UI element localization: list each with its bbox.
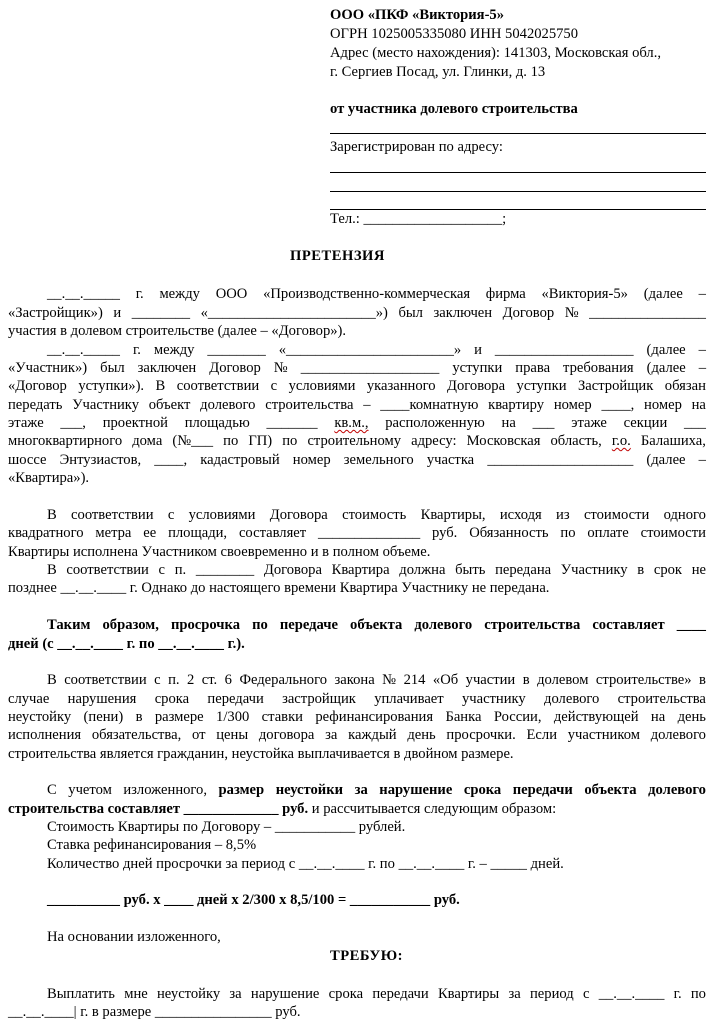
word: был: [100, 360, 125, 376]
word: быть: [455, 562, 486, 578]
word: ________: [207, 342, 266, 358]
word: от: [192, 727, 206, 743]
calc-formula: __________ руб. х ____ дней х 2/300 х 8,5/100 = ___________ руб.: [47, 892, 460, 908]
word: долевого: [544, 691, 600, 707]
word: метра: [95, 525, 132, 541]
word: __.__.____: [598, 986, 665, 1002]
p1-line-2: [8, 304, 706, 322]
word: ставки: [261, 709, 303, 725]
word: объекта: [350, 617, 403, 633]
word: г.: [673, 986, 682, 1002]
word: день: [407, 727, 436, 743]
word: уступки: [516, 378, 567, 394]
word: Участнику: [72, 397, 139, 413]
word: заключен: [137, 360, 197, 376]
p4-line-1: [47, 561, 706, 579]
word: долевого: [650, 727, 706, 743]
word: нарушение: [379, 782, 453, 798]
word: закона: [334, 672, 375, 688]
word: строительства: [265, 397, 354, 413]
word: был: [398, 305, 423, 321]
sender-phone: Тел.: ___________________;: [330, 211, 507, 227]
word: строительства: [617, 691, 706, 707]
word: «Виктория-5»: [541, 286, 628, 302]
word: за: [325, 727, 338, 743]
word: размере: [154, 709, 204, 725]
word: участии: [465, 672, 516, 688]
p2-line-3: [8, 377, 706, 395]
word: срока: [463, 782, 502, 798]
word: долевого: [648, 782, 706, 798]
word: Квартиры,: [420, 507, 486, 523]
word: «_______________________»: [278, 342, 462, 358]
word: стоимость: [342, 507, 407, 523]
word: п.: [168, 672, 180, 688]
word: соответствии: [64, 672, 147, 688]
word: __.__._____: [47, 286, 120, 302]
word: «_______________________»): [200, 305, 388, 321]
calc-rate: Ставка рефинансирования – 8,5%: [47, 837, 257, 853]
word: этаже: [571, 415, 607, 431]
p7-line-2: [8, 800, 556, 818]
word: В: [155, 378, 166, 394]
word: в: [699, 672, 706, 688]
word: (пени): [83, 709, 124, 725]
word: фирма: [485, 286, 526, 302]
word: день: [677, 709, 706, 725]
word: условиями: [188, 507, 256, 523]
word: В: [47, 672, 57, 688]
word: ____: [676, 617, 706, 633]
sender-address-line-1: [330, 172, 706, 173]
word: номер: [292, 452, 331, 468]
word: права: [515, 360, 551, 376]
word: договора: [258, 727, 315, 743]
sender-name-line: [330, 133, 706, 134]
word: Участнику: [560, 562, 628, 578]
p4-line-2: позднее __.__.____ г. Однако до настоящего времени Квартира Участнику не передана.: [8, 580, 550, 596]
word: заключен: [433, 305, 493, 321]
word: ________: [131, 305, 191, 321]
word: «Об: [432, 672, 459, 688]
word: строительстве»: [595, 672, 692, 688]
word: передачи: [512, 782, 573, 798]
word: Федерального: [239, 672, 328, 688]
word: исходя: [499, 507, 542, 523]
word: просрочки.: [446, 727, 516, 743]
word: кадастровый: [200, 452, 280, 468]
recipient-address-line-1: Адрес (место нахождения): 141303, Московская обл.,: [330, 45, 662, 61]
word: область,: [550, 433, 602, 449]
word: требования: [563, 360, 634, 376]
word: с: [158, 562, 166, 578]
word: ____,: [601, 397, 635, 413]
word: нарушения: [67, 691, 137, 707]
word: №: [273, 360, 288, 376]
p6-line-2: [8, 690, 706, 708]
word: по: [560, 525, 576, 541]
p6-line-5: строительства является гражданин, неустойка выплачивается в двойном размере.: [8, 746, 514, 762]
word: между: [153, 342, 195, 358]
word: ___________________: [300, 360, 440, 376]
word: этаже: [8, 415, 44, 431]
p6-line-1: [47, 671, 706, 689]
word: Энтузиастов,: [59, 452, 142, 468]
word: условиями: [288, 378, 356, 394]
word: «Участник»): [8, 360, 88, 376]
word: образом,: [102, 617, 159, 633]
word: –: [363, 397, 371, 413]
word: между: [159, 286, 200, 302]
word: 6: [224, 672, 232, 688]
word: Выплатить: [47, 986, 115, 1002]
word: уступки: [452, 360, 503, 376]
word: соответствии: [66, 562, 149, 578]
word: объект: [148, 397, 191, 413]
word: исполнения: [8, 727, 82, 743]
word: Договора: [263, 562, 322, 578]
word: Договор: [209, 360, 261, 376]
word: изложенного,: [123, 782, 208, 798]
p7-line-1: [47, 781, 706, 799]
word: за: [354, 782, 368, 798]
word: должна: [399, 562, 446, 578]
word: 214: [403, 672, 426, 688]
word: Договора: [447, 378, 506, 394]
word: ___: [532, 415, 555, 431]
word: цены: [216, 727, 249, 743]
word: руб.: [432, 525, 458, 541]
word: г.о.: [611, 433, 631, 449]
p5-line-2: дней (с __.__.____ г. по __.__.____ г.).: [8, 636, 245, 652]
word: на: [691, 397, 706, 413]
word: ГП): [248, 433, 273, 449]
p7-line-2-bold: строительства составляет _____________ руб.: [8, 801, 309, 817]
p2-line-5: [8, 414, 706, 432]
word: кв.м.,: [334, 415, 369, 431]
word: ___________________: [494, 342, 634, 358]
word: с: [154, 672, 161, 688]
word: г.: [132, 342, 141, 358]
word: (далее: [643, 286, 683, 302]
word: квартиру: [488, 397, 545, 413]
word: застройщик: [282, 691, 356, 707]
word: обязательства,: [91, 727, 182, 743]
word: соответствии: [176, 378, 260, 394]
p2-line-8: «Квартира»).: [8, 470, 90, 486]
word: ____комнатную: [380, 397, 479, 413]
word: №: [382, 672, 397, 688]
recipient-company: ООО «ПКФ «Виктория-5»: [330, 7, 505, 23]
p2-line-4: [8, 396, 706, 414]
word: соответствии: [71, 507, 154, 523]
word: из: [556, 507, 570, 523]
p2-line-6: [8, 432, 706, 450]
word: Московская: [466, 433, 541, 449]
calc-price: Стоимость Квартиры по Договору – ___________ рублей.: [47, 819, 406, 835]
word: (далее: [646, 360, 686, 376]
word: Банка: [445, 709, 482, 725]
word: в: [522, 672, 530, 688]
p1-line-3: участия в долевом строительстве (далее – «Договор»).: [8, 323, 347, 339]
demand-title: ТРЕБУЮ:: [330, 948, 404, 964]
p3-line-2: [8, 524, 706, 542]
demand-line-2: __.__.____| г. в размере ________________ руб.: [8, 1004, 301, 1020]
word: случае: [8, 691, 50, 707]
p3-line-3: Квартиры исполнена Участником своевременно и в полном объеме.: [8, 544, 431, 560]
word: передаче: [279, 617, 338, 633]
sender-registered-label: Зарегистрирован по адресу:: [330, 139, 503, 155]
word: с: [582, 986, 590, 1002]
word: В: [47, 562, 57, 578]
p7-line-2-rest: и рассчитывается следующим образом:: [308, 801, 557, 817]
word: ________: [195, 562, 255, 578]
word: __.__._____: [47, 342, 120, 358]
p2-line-2: [8, 359, 706, 377]
sender-from-label: от участника долевого строительства: [330, 101, 578, 117]
p5-line-1: [47, 616, 706, 634]
word: просрочка: [170, 617, 241, 633]
calc-days: Количество дней просрочки за период с __.__.____ г. по __.__.____ г. – _____ дней.: [47, 856, 564, 872]
word: передать: [8, 397, 63, 413]
word: по: [690, 986, 706, 1002]
word: Таким: [47, 617, 91, 633]
word: не: [691, 562, 706, 578]
word: долевого: [200, 397, 256, 413]
word: рефинансирования: [315, 709, 434, 725]
word: ________________: [589, 305, 706, 321]
word: и: [474, 342, 482, 358]
word: уступки»).: [78, 378, 145, 394]
word: многоквартирного: [8, 433, 123, 449]
word: неустойку: [8, 709, 72, 725]
word: «Застройщик»): [8, 305, 103, 321]
word: –: [698, 360, 706, 376]
p1-line-1: [47, 285, 706, 303]
word: действующей: [553, 709, 639, 725]
word: Если: [526, 727, 558, 743]
word: Обязанность: [469, 525, 549, 541]
word: на: [650, 709, 666, 725]
word: срок: [653, 562, 683, 578]
word: ______________: [318, 525, 421, 541]
word: ст.: [201, 672, 218, 688]
word: уплачивает: [374, 691, 444, 707]
word: дома: [132, 433, 163, 449]
word: в: [135, 709, 143, 725]
word: адресу:: [411, 433, 457, 449]
word: ___,: [60, 415, 86, 431]
p2-line-7: [8, 451, 706, 469]
word: по: [252, 617, 268, 633]
word: ____________________: [487, 452, 634, 468]
word: площади,: [168, 525, 228, 541]
word: Застройщик: [577, 378, 654, 394]
word: проектной: [102, 415, 168, 431]
word: нарушение: [250, 986, 320, 1002]
word: срока: [154, 691, 190, 707]
recipient-address-line-2: г. Сергиев Посад, ул. Глинки, д. 13: [330, 64, 546, 80]
word: обязан: [664, 378, 706, 394]
word: мне: [124, 986, 148, 1002]
word: по: [223, 433, 239, 449]
word: размер: [218, 782, 265, 798]
word: Квартиры: [437, 986, 500, 1002]
word: –: [698, 342, 706, 358]
p3-line-1: [47, 506, 706, 524]
word: стоимости: [640, 525, 706, 541]
word: Квартира: [331, 562, 390, 578]
recipient-ids: ОГРН 1025005335080 ИНН 5042025750: [330, 26, 579, 42]
sender-address-line-2: [330, 191, 706, 192]
word: строительства: [484, 617, 581, 633]
word: срока: [328, 986, 364, 1002]
word: по: [282, 433, 298, 449]
word: Договора: [269, 507, 328, 523]
p6-line-3: [8, 708, 706, 726]
word: участнику: [461, 691, 526, 707]
word: и: [113, 305, 122, 321]
word: шоссе: [8, 452, 47, 468]
word: С: [47, 782, 57, 798]
word: п.: [174, 562, 187, 578]
word: оплате: [587, 525, 629, 541]
word: ее: [143, 525, 157, 541]
word: –: [698, 452, 706, 468]
word: составляет: [238, 525, 307, 541]
word: г.: [135, 286, 144, 302]
word: период: [530, 986, 574, 1002]
word: 1/300: [216, 709, 250, 725]
word: (№___: [172, 433, 214, 449]
word: ___: [684, 415, 706, 431]
word: России,: [493, 709, 542, 725]
word: долевого: [414, 617, 473, 633]
word: ООО: [215, 286, 248, 302]
word: квадратного: [8, 525, 84, 541]
word: –: [698, 286, 706, 302]
word: за: [508, 986, 521, 1002]
word: указанного: [366, 378, 436, 394]
word: передачи: [372, 986, 429, 1002]
word: составляет: [592, 617, 665, 633]
word: с: [167, 507, 175, 523]
word: одного: [663, 507, 706, 523]
word: «Договор: [8, 378, 67, 394]
demand-line-1: [47, 985, 706, 1003]
word: стоимости: [583, 507, 650, 523]
word: номер: [644, 397, 682, 413]
word: участка: [426, 452, 475, 468]
word: Договор: [502, 305, 555, 321]
word: _______: [266, 415, 318, 431]
word: передана: [495, 562, 552, 578]
word: секции: [623, 415, 668, 431]
word: участником: [567, 727, 640, 743]
word: Балашиха,: [640, 433, 706, 449]
word: земельного: [343, 452, 414, 468]
word: строительному: [307, 433, 402, 449]
word: неустойки: [275, 782, 344, 798]
word: ____,: [154, 452, 188, 468]
word: В: [47, 507, 57, 523]
word: неустойку: [156, 986, 221, 1002]
word: с: [270, 378, 278, 394]
word: расположенную: [385, 415, 485, 431]
word: на: [501, 415, 516, 431]
word: «Производственно-коммерческая: [263, 286, 471, 302]
document-title: ПРЕТЕНЗИЯ: [290, 248, 385, 264]
word: за: [229, 986, 242, 1002]
word: (далее: [646, 342, 686, 358]
word: учетом: [68, 782, 112, 798]
word: в: [637, 562, 645, 578]
word: каждый: [348, 727, 397, 743]
word: 2: [187, 672, 195, 688]
word: №: [564, 305, 579, 321]
word: (далее: [646, 452, 686, 468]
word: площадью: [184, 415, 250, 431]
word: долевом: [537, 672, 589, 688]
p6-line-4: [8, 726, 706, 744]
word: передачи: [207, 691, 264, 707]
basis-text: На основании изложенного,: [47, 929, 221, 945]
word: объекта: [584, 782, 637, 798]
word: номер: [553, 397, 592, 413]
p2-line-1: [47, 341, 706, 359]
